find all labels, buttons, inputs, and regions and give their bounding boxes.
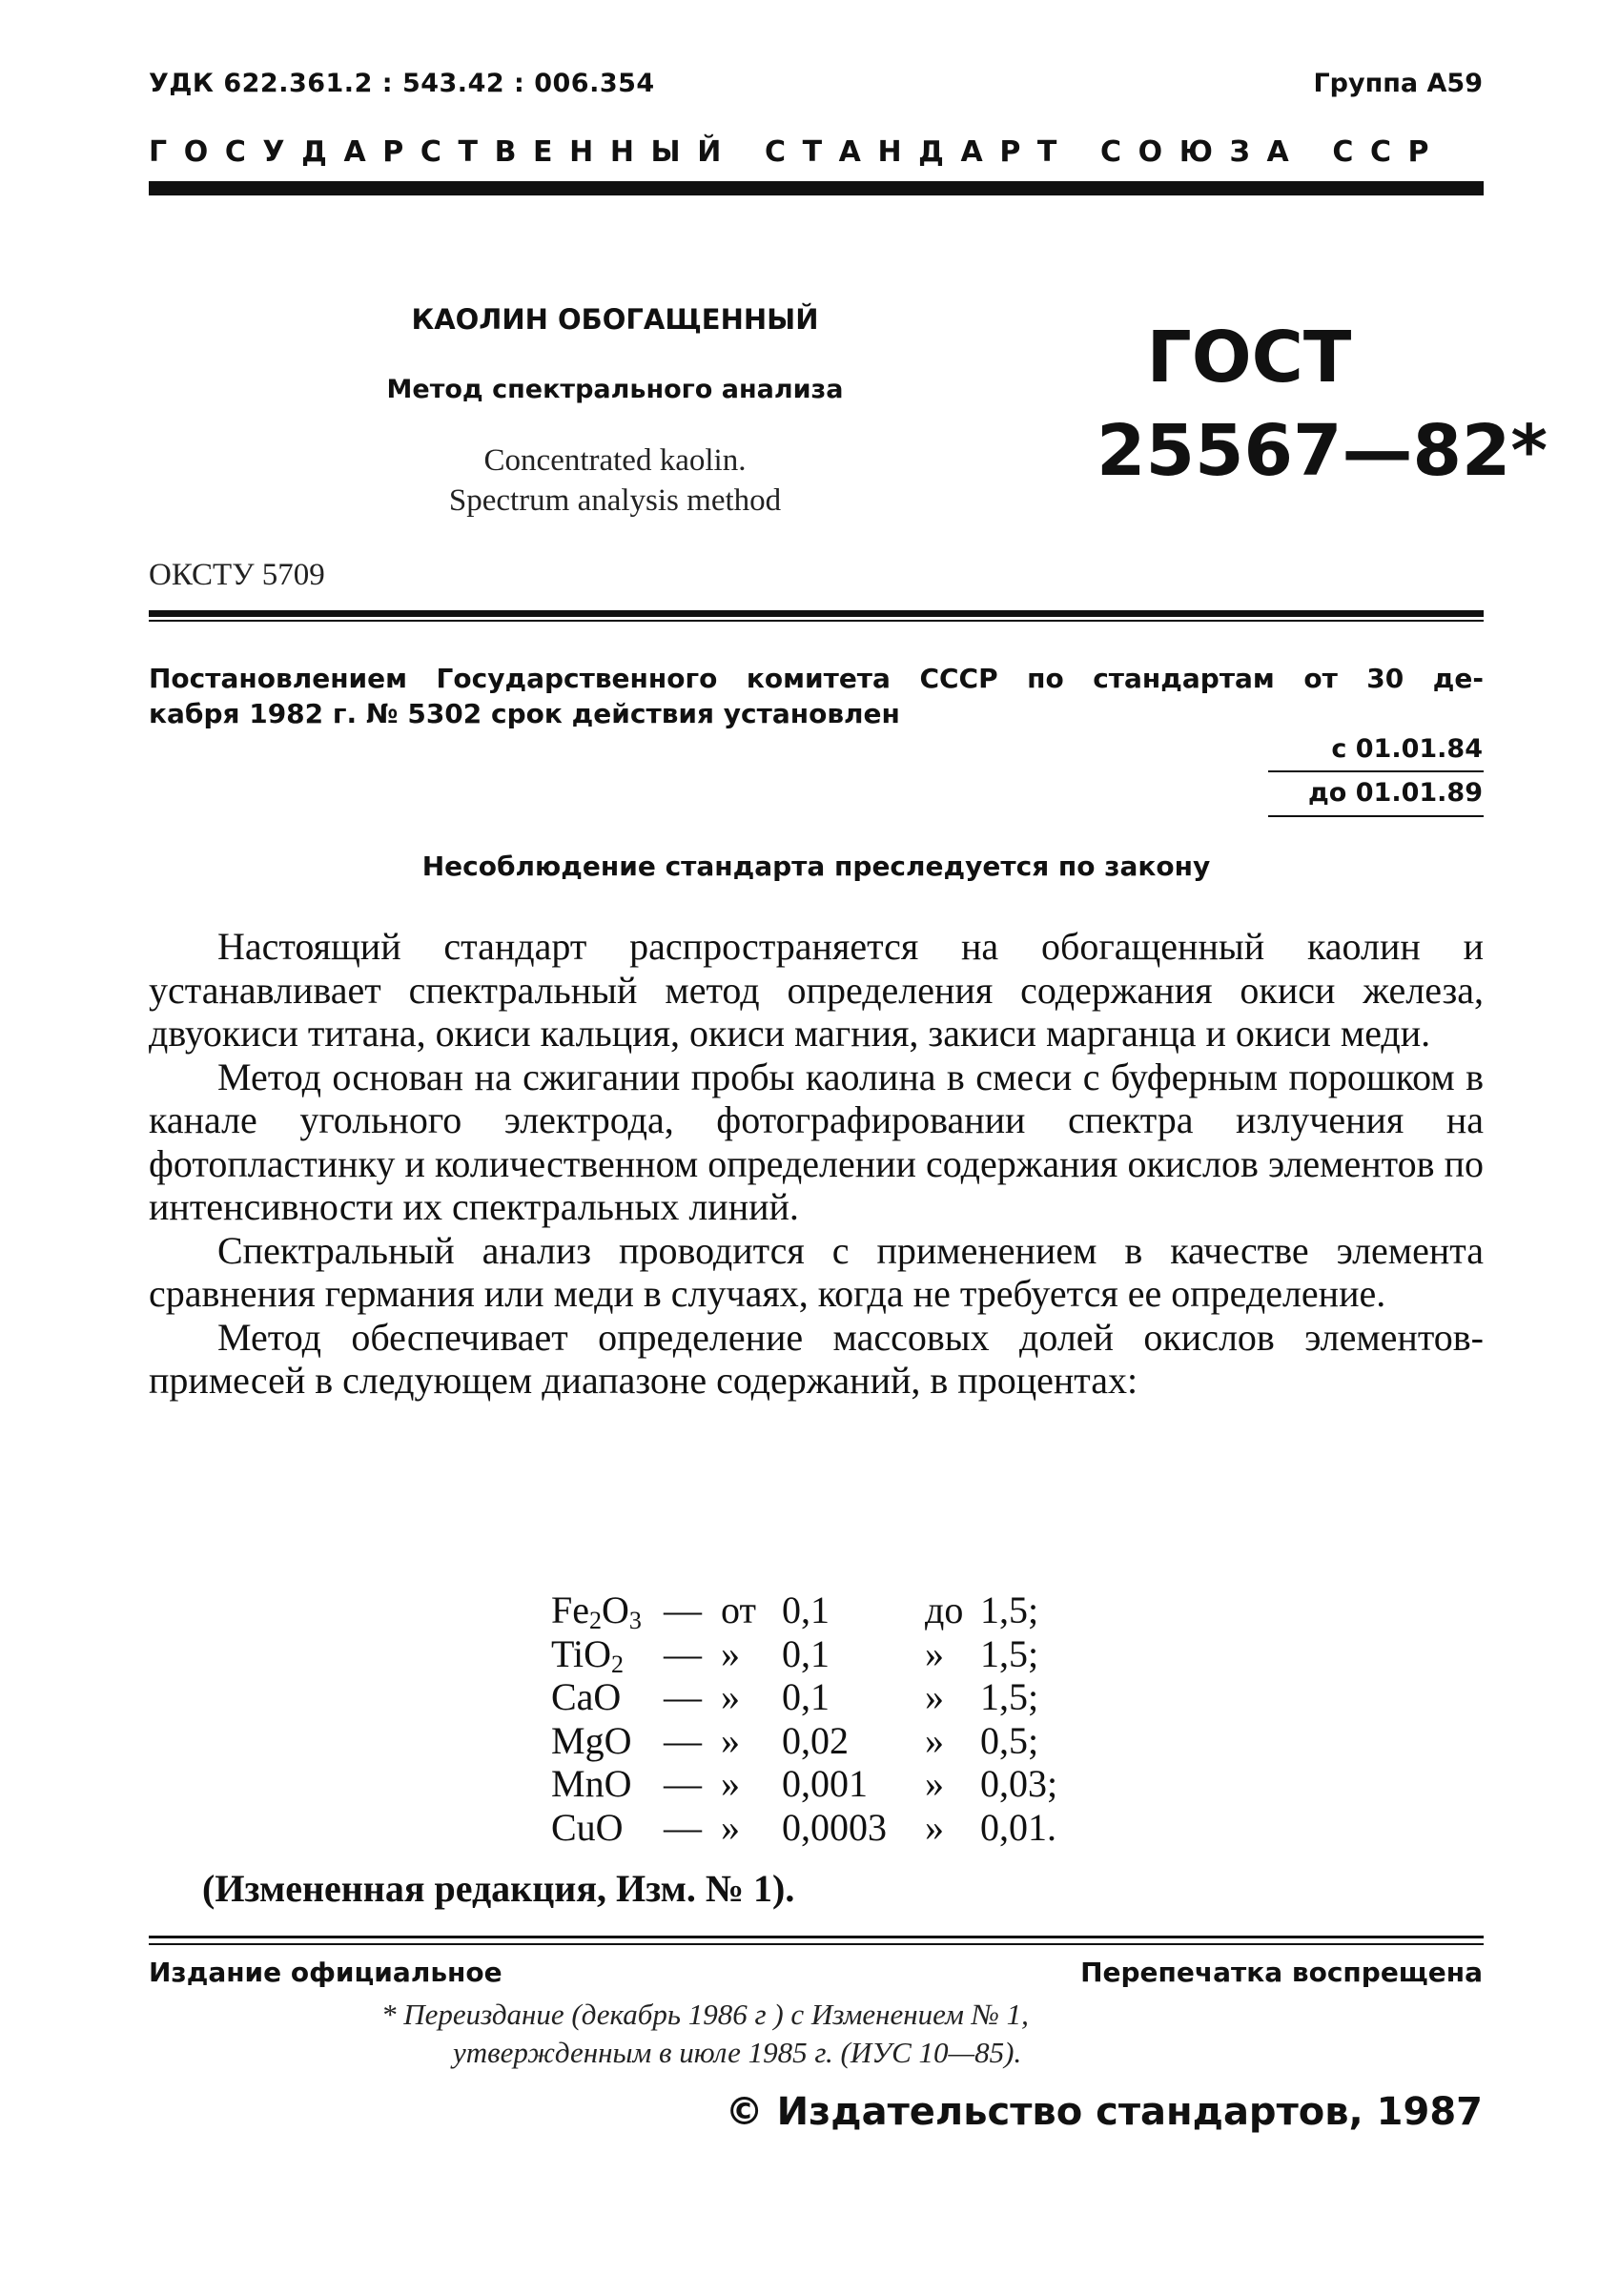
- decree-line2: кабря 1982 г. № 5302 срок действия установлен: [149, 698, 900, 729]
- range-row: [551, 1806, 1095, 1850]
- range-to-value: 1,5;: [980, 1589, 1039, 1631]
- formula-subscript: 2: [589, 1607, 602, 1634]
- range-from-value: 0,1: [782, 1631, 830, 1675]
- range-from-value: 0,001: [782, 1762, 868, 1805]
- range-to-value: 0,03;: [980, 1762, 1058, 1805]
- range-from-value: 0,0003: [782, 1805, 887, 1849]
- range-element: [551, 1632, 664, 1676]
- state-standard-heading: ГОСУДАРСТВЕННЫЙ СТАНДАРТ СОЮЗА ССР: [149, 135, 1446, 169]
- formula-part: Fe: [551, 1589, 589, 1631]
- range-to-word: »: [925, 1762, 944, 1805]
- copyright: © Издательство стандартов, 1987: [725, 2090, 1483, 2134]
- document-subtitle: Метод спектрального анализа: [386, 375, 844, 404]
- range-to-word: »: [925, 1675, 944, 1718]
- range-row: [551, 1719, 1095, 1763]
- formula-part: CaO: [551, 1675, 622, 1718]
- range-from-word: »: [721, 1675, 740, 1718]
- range-to-value: 0,01.: [980, 1805, 1056, 1849]
- range-dash: —: [664, 1718, 702, 1762]
- range-element: [551, 1762, 664, 1806]
- valid-to: до 01.01.89: [1308, 778, 1483, 808]
- range-element: [551, 1719, 664, 1763]
- range-row: [551, 1762, 1095, 1806]
- range-row: [551, 1589, 1095, 1632]
- range-row: [551, 1675, 1095, 1719]
- gost-number: 25567—82*: [1097, 410, 1548, 492]
- section-rule-top: [149, 610, 1484, 617]
- range-dash: —: [664, 1589, 702, 1631]
- valid-from-underline: [1268, 770, 1484, 772]
- range-from-word: »: [721, 1718, 740, 1762]
- valid-from: с 01.01.84: [1331, 734, 1483, 764]
- range-to-value: 1,5;: [980, 1631, 1039, 1675]
- range-element: [551, 1806, 664, 1850]
- range-from-value: 0,1: [782, 1589, 830, 1631]
- section-rule-bottom: [149, 620, 1484, 622]
- range-dash: —: [664, 1675, 702, 1718]
- paragraph-method: Метод основан на сжигании пробы каолина в смеси с буферным порошком в канале угольного электрода, фотографировании спектра излучения на фотопластинку и количественном определении содержания окислов элементов по интенсивности их спектральных линий.: [149, 1055, 1484, 1228]
- range-from-value: 0,02: [782, 1718, 849, 1762]
- english-title-line2: Spectrum analysis method: [448, 483, 782, 518]
- formula-part: TiO: [551, 1631, 612, 1675]
- decree-line1: Постановлением Государственного комитета СССР по стандартам от 30 де-: [149, 663, 1484, 694]
- footer-rule-bottom: [149, 1943, 1484, 1945]
- range-dash: —: [664, 1631, 702, 1675]
- range-from-word: »: [721, 1631, 740, 1675]
- reissue-note-line2: утвержденным в июле 1985 г. (ИУС 10—85).: [453, 2036, 1022, 2069]
- paragraph-scope: Настоящий стандарт распространяется на обогащенный каолин и устанавливает спектральный метод определения содержания окиси железа, двуокиси титана, окиси кальция, окиси магния, закиси марганца и окиси меди.: [149, 925, 1484, 1055]
- footer-rule-top: [149, 1936, 1484, 1938]
- range-from-value: 0,1: [782, 1675, 830, 1718]
- range-from-word: »: [721, 1805, 740, 1849]
- valid-to-underline: [1268, 815, 1484, 817]
- range-dash: —: [664, 1805, 702, 1849]
- english-title-line1: Concentrated kaolin.: [483, 443, 747, 478]
- range-table: [551, 1589, 1095, 1849]
- formula-subscript: 3: [628, 1607, 642, 1634]
- range-from-word: от: [721, 1589, 756, 1631]
- okstu-code: ОКСТУ 5709: [149, 558, 325, 592]
- formula-subscript: 2: [611, 1650, 625, 1678]
- gost-label: ГОСТ: [1146, 317, 1352, 399]
- formula-part: O: [602, 1589, 629, 1631]
- english-title: [353, 441, 877, 521]
- header-rule: [149, 181, 1484, 195]
- group-code: Группа А59: [1313, 69, 1483, 98]
- body-text: [149, 925, 1484, 1403]
- range-to-word: »: [925, 1631, 944, 1675]
- reprint-prohibited: Перепечатка воспрещена: [1080, 1957, 1483, 1988]
- paragraph-ranges-intro: Метод обеспечивает определение массовых долей окислов элементов-примесей в следующем диапазоне содержаний, в процентах:: [149, 1315, 1484, 1402]
- legal-warning: Несоблюдение стандарта преследуется по закону: [421, 851, 1211, 882]
- range-to-word: »: [925, 1718, 944, 1762]
- range-element: [551, 1589, 664, 1632]
- amendment-note: (Измененная редакция, Изм. № 1).: [202, 1867, 795, 1910]
- udk-code: УДК 622.361.2 : 543.42 : 006.354: [149, 69, 655, 98]
- paragraph-comparison: Спектральный анализ проводится с применением в качестве элемента сравнения германия или меди в случаях, когда не требуется ее определение.: [149, 1228, 1484, 1315]
- formula-part: MnO: [551, 1762, 632, 1805]
- range-to-value: 0,5;: [980, 1718, 1039, 1762]
- range-to-word: до: [925, 1589, 964, 1631]
- formula-part: CuO: [551, 1805, 624, 1849]
- range-to-word: »: [925, 1805, 944, 1849]
- range-row: [551, 1632, 1095, 1676]
- range-from-word: »: [721, 1762, 740, 1805]
- official-edition: Издание официальное: [149, 1957, 502, 1988]
- range-element: [551, 1675, 664, 1719]
- reissue-note-line1: * Переиздание (декабрь 1986 г ) с Изменением № 1,: [381, 1998, 1029, 2031]
- formula-part: MgO: [551, 1718, 632, 1762]
- range-dash: —: [664, 1762, 702, 1805]
- range-to-value: 1,5;: [980, 1675, 1039, 1718]
- document-title: КАОЛИН ОБОГАЩЕННЫЙ: [411, 303, 819, 336]
